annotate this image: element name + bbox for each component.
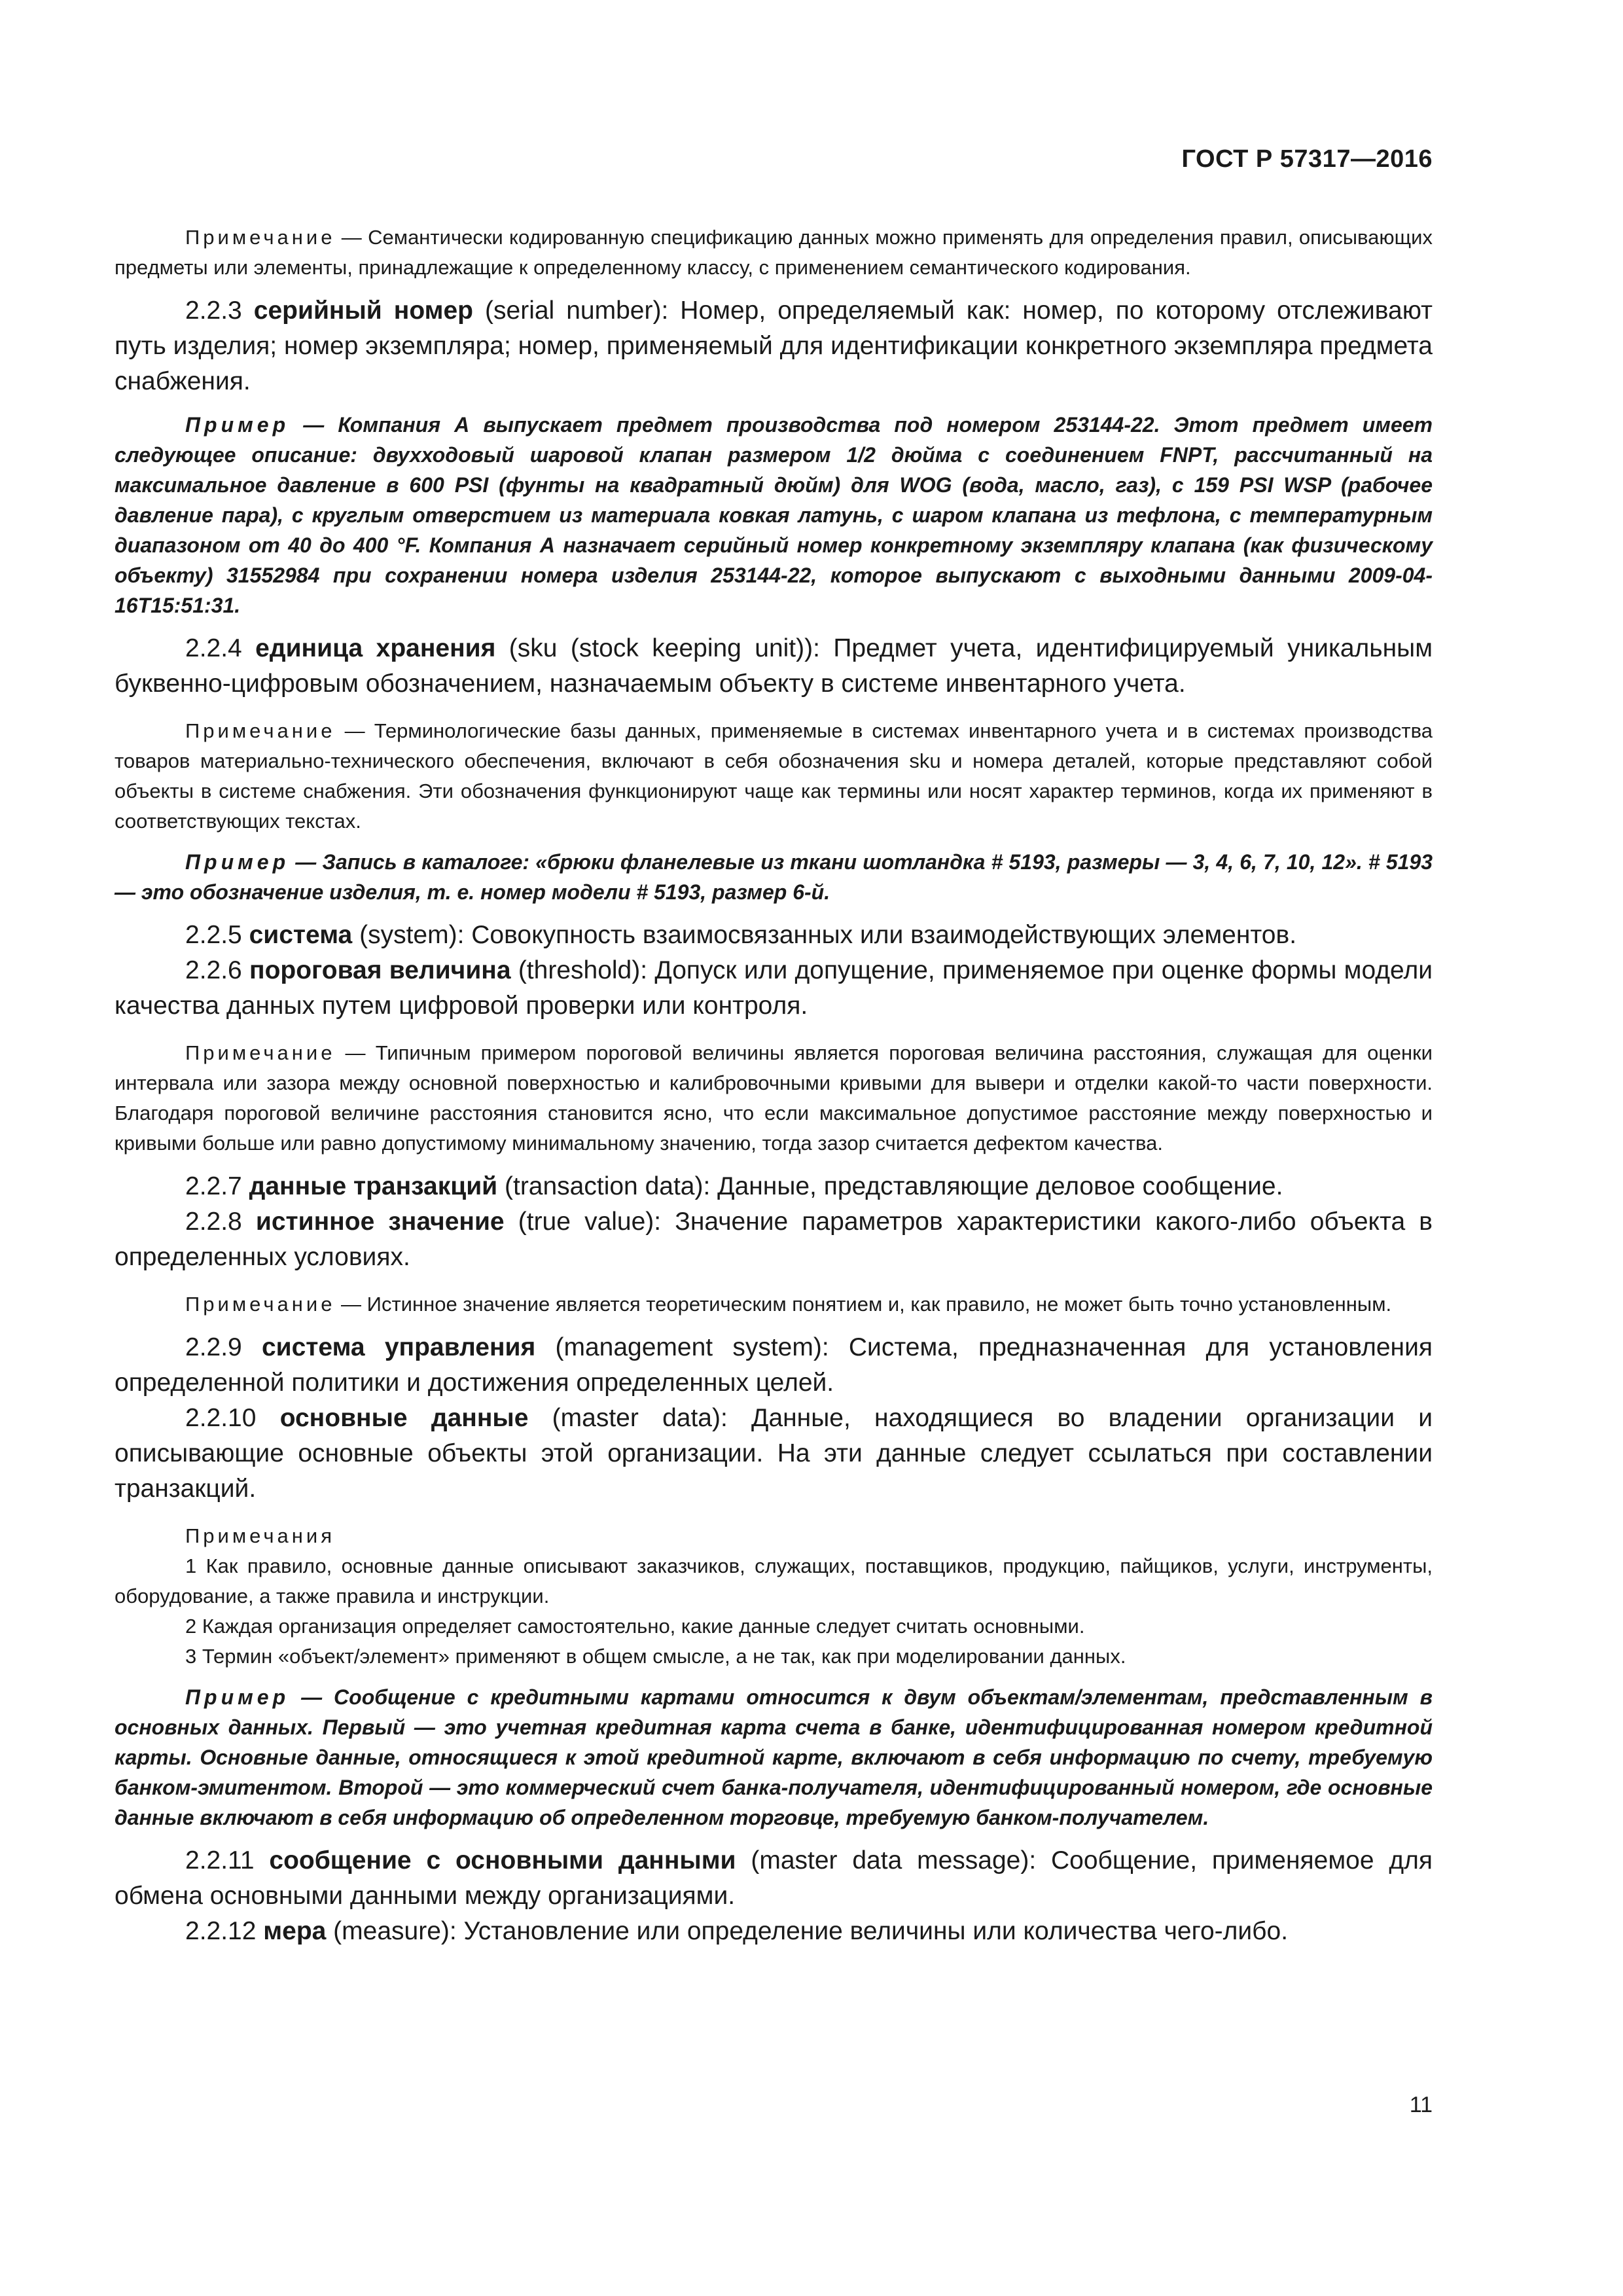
notes-heading: Примечания: [185, 1524, 335, 1547]
document-page: [115, 0, 1433, 2296]
page-number: 11: [1409, 2092, 1433, 2117]
term-2-2-5: 2.2.5 система (system): Совокупность взаимосвязанных или взаимодействующих элементов.: [185, 921, 1297, 949]
note-paragraph: Примечание — Семантически кодированную спецификацию данных можно применять для определения правил, описывающих предметы или элементы, принадлежащие к определенному классу, с применением семантического кодирования.: [115, 226, 1433, 279]
example-label: Пример: [185, 1685, 290, 1709]
example-paragraph: Пример — Запись в каталоге: «брюки фланелевые из ткани шотландка # 5193, размеры — 3, 4, 6, 7, 10, 12». # 5193 — это обозначение изделия, т. е. номер модели # 5193, размер 6-й.: [115, 850, 1433, 904]
term-title: истинное значение: [255, 1208, 505, 1236]
standard-header: ГОСТ Р 57317—2016: [1181, 145, 1433, 173]
note-label: Примечание: [185, 226, 336, 249]
note-list-item: 1 Как правило, основные данные описывают заказчиков, служащих, поставщиков, продукцию, пайщиков, услуги, инструменты, оборудование, а также правила и инструкции.: [115, 1554, 1433, 1607]
note-label: Примечание: [185, 719, 336, 742]
term-title: сообщение с основными данными: [269, 1846, 736, 1874]
term-2-2-9: 2.2.9 система управления (management system): Система, предназначенная для установления определенной политики и достижения определенных целей.: [115, 1333, 1433, 1397]
term-title: мера: [263, 1917, 327, 1945]
example-label: Пример: [185, 850, 290, 874]
term-2-2-11: 2.2.11 сообщение с основными данными (master data message): Сообщение, применяемое для обмена основными данными между организациями.: [115, 1846, 1433, 1910]
note-paragraph: Примечание — Типичным примером пороговой величины является пороговая величина расстояния, служащая для оценки интервала или зазора между основной поверхностью и калибровочными кривыми для вывери и отделки какой-то части поверхности. Благодаря пороговой величине расстояния становится ясно, что если максимальное допустимое расстояние между поверхностью и кривыми больше или равно допустимому минимальному значению, тогда зазор считается дефектом качества.: [115, 1041, 1433, 1155]
term-2-2-6: 2.2.6 пороговая величина (threshold): Допуск или допущение, применяемое при оценке формы модели качества данных путем цифровой проверки или контроля.: [115, 956, 1433, 1020]
term-2-2-12: 2.2.12 мера (measure): Установление или определение величины или количества чего-либо.: [185, 1917, 1289, 1945]
note-list-item: 3 Термин «объект/элемент» применяют в общем смысле, а не так, как при моделировании данных.: [185, 1645, 1126, 1668]
note-paragraph: Примечание — Истинное значение является теоретическим понятием и, как правило, не может быть точно установленным.: [185, 1293, 1392, 1316]
note-label: Примечание: [185, 1293, 336, 1316]
term-2-2-4: 2.2.4 единица хранения (sku (stock keeping unit)): Предмет учета, идентифицируемый уникальным буквенно-цифровым обозначением, назначаемым объекту в системе инвентарного учета.: [115, 634, 1433, 698]
term-title: серийный номер: [253, 296, 474, 325]
note-paragraph: Примечание — Терминологические базы данных, применяемые в системах инвентарного учета и в системах производства товаров материально-технического обеспечения, включают в себя обозначения sku и номера деталей, которые представляют собой объекты в системе снабжения. Эти обозначения функционируют чаще как термины или носят характер терминов, когда их применяют в соответствующих текстах.: [115, 719, 1433, 833]
page-content: [115, 223, 1433, 1949]
note-label: Примечание: [185, 1041, 336, 1064]
term-title: пороговая величина: [249, 956, 511, 984]
term-title: основные данные: [279, 1404, 529, 1432]
term-title: данные транзакций: [249, 1172, 498, 1200]
term-title: единица хранения: [255, 634, 496, 662]
term-2-2-3: 2.2.3 серийный номер (serial number): Номер, определяемый как: номер, по которому отслеживают путь изделия; номер экземпляра; номер, применяемый для идентификации конкретного экземпляра предмета снабжения.: [115, 296, 1433, 395]
term-title: система: [249, 921, 353, 949]
example-label: Пример: [185, 413, 290, 437]
example-paragraph: Пример — Компания А выпускает предмет производства под номером 253144-22. Этот предмет имеет следующее описание: двухходовый шаровой клапан размером 1/2 дюйма с соединением FNPT, рассчитанный на максимальное давление в 600 PSI (фунты на квадратный дюйм) для WOG (вода, масло, газ), с 159 PSI WSP (рабочее давление пара), с круглым отверстием из материала ковкая латунь, с шаром клапана из тефлона, с температурным диапазоном от 40 до 400 °F. Компания А назначает серийный номер конкретному экземпляру клапана (как физическому объекту) 31552984 при сохранении номера изделия 253144-22, которое выпускают с выходными данными 2009-04-16T15:51:31.: [115, 413, 1433, 617]
term-2-2-7: 2.2.7 данные транзакций (transaction data): Данные, представляющие деловое сообщение.: [185, 1172, 1283, 1200]
example-paragraph: Пример — Сообщение с кредитными картами относится к двум объектам/элементам, представленным в основных данных. Первый — это учетная кредитная карта счета в банке, идентифицированная номером кредитной карты. Основные данные, относящиеся к этой кредитной карте, включают в себя информацию по счету, требуемую банком-эмитентом. Второй — это коммерческий счет банка-получателя, идентифицированный номером, где основные данные включают в себя информацию об определенном торговце, требуемую банком-получателем.: [115, 1685, 1433, 1829]
term-title: система управления: [261, 1333, 536, 1361]
term-2-2-10: 2.2.10 основные данные (master data): Данные, находящиеся во владении организации и описывающие основные объекты этой организации. На эти данные следует ссылаться при составлении транзакций.: [115, 1404, 1433, 1503]
term-2-2-8: 2.2.8 истинное значение (true value): Значение параметров характеристики какого-либо объекта в определенных условиях.: [115, 1208, 1433, 1271]
note-list-item: 2 Каждая организация определяет самостоятельно, какие данные следует считать основными.: [185, 1615, 1085, 1638]
